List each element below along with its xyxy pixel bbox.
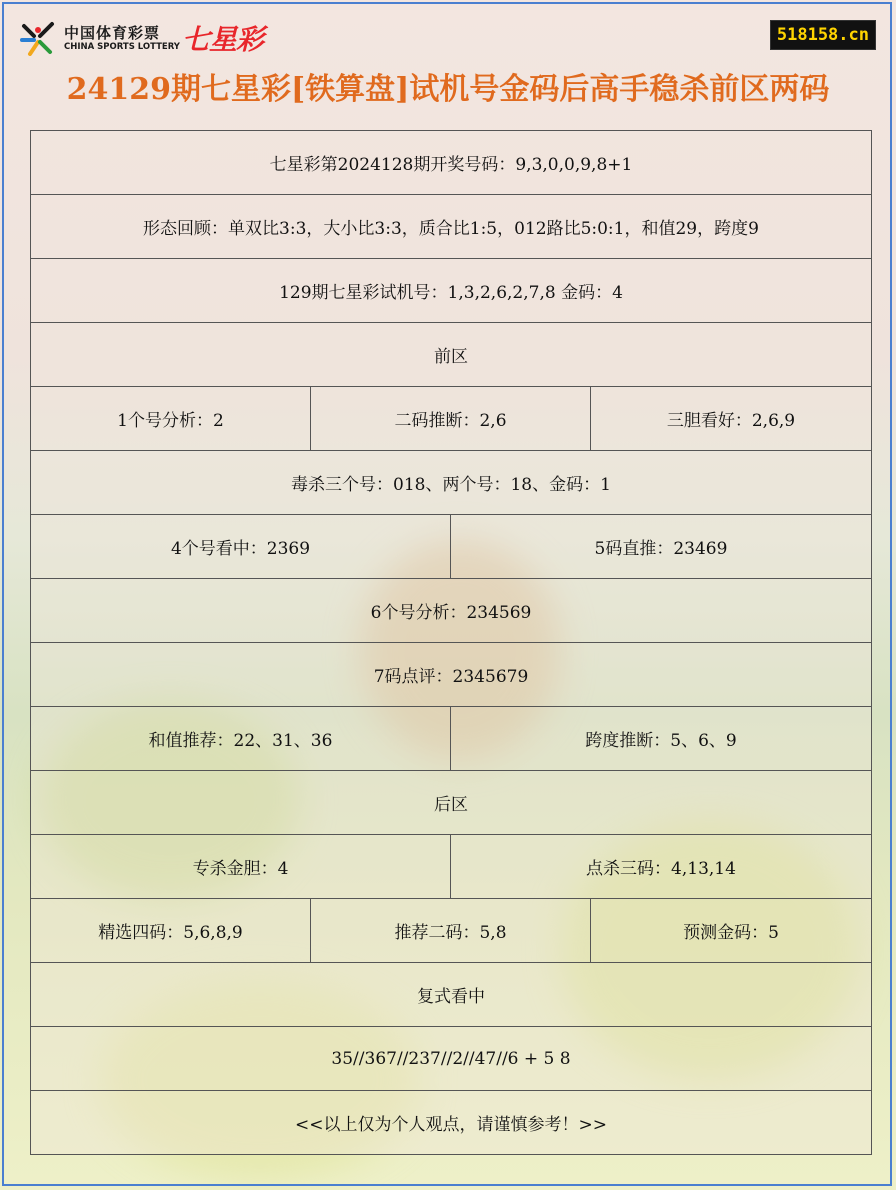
four-number-cell: 4个号看中：2369: [31, 515, 451, 579]
front-section-label: 前区: [31, 323, 872, 387]
combo-cell: 35//367//237//2//47//6 + 5 8: [31, 1027, 872, 1091]
trial-number-cell: 129期七星彩试机号：1,3,2,6,2,7,8 金码：4: [31, 259, 872, 323]
back-four-cell: 精选四码：5,6,8,9: [31, 899, 311, 963]
draw-result-cell: 七星彩第2024128期开奖号码：9,3,0,0,9,8+1: [31, 131, 872, 195]
review-cell: 形态回顾：单双比3:3，大小比3:3，质合比1:5，012路比5:0:1，和值29，跨度9: [31, 195, 872, 259]
kill-number-cell: 毒杀三个号：018、两个号：18、金码：1: [31, 451, 872, 515]
back-section-label: 后区: [31, 771, 872, 835]
combo-label: 复式看中: [31, 963, 872, 1027]
disclaimer-cell: <<以上仅为个人观点，请谨慎参考！>>: [31, 1091, 872, 1155]
back-gold-cell: 专杀金胆：4: [31, 835, 451, 899]
back-predict-cell: 预测金码：5: [591, 899, 872, 963]
prediction-table: [30, 130, 872, 1155]
logo-text-cn: 中国体育彩票: [64, 24, 161, 42]
span-cell: 跨度推断：5、6、9: [451, 707, 872, 771]
lottery-logo-icon: [20, 20, 56, 56]
two-number-cell: 二码推断：2,6: [311, 387, 591, 451]
sum-cell: 和值推荐：22、31、36: [31, 707, 451, 771]
back-two-cell: 推荐二码：5,8: [311, 899, 591, 963]
logo-text-en: CHINA SPORTS LOTTERY: [64, 42, 180, 52]
site-badge[interactable]: 518158.cn: [770, 20, 876, 50]
header: [0, 0, 896, 130]
back-kill-cell: 点杀三码：4,13,14: [451, 835, 872, 899]
logo-brand: 七星彩: [182, 23, 264, 56]
five-number-cell: 5码直推：23469: [451, 515, 872, 579]
six-number-cell: 6个号分析：234569: [31, 579, 872, 643]
page-title: 24129期七星彩[铁算盘]试机号金码后高手稳杀前区两码: [66, 72, 830, 107]
one-number-cell: 1个号分析：2: [31, 387, 311, 451]
seven-number-cell: 7码点评：2345679: [31, 643, 872, 707]
three-number-cell: 三胆看好：2,6,9: [591, 387, 872, 451]
